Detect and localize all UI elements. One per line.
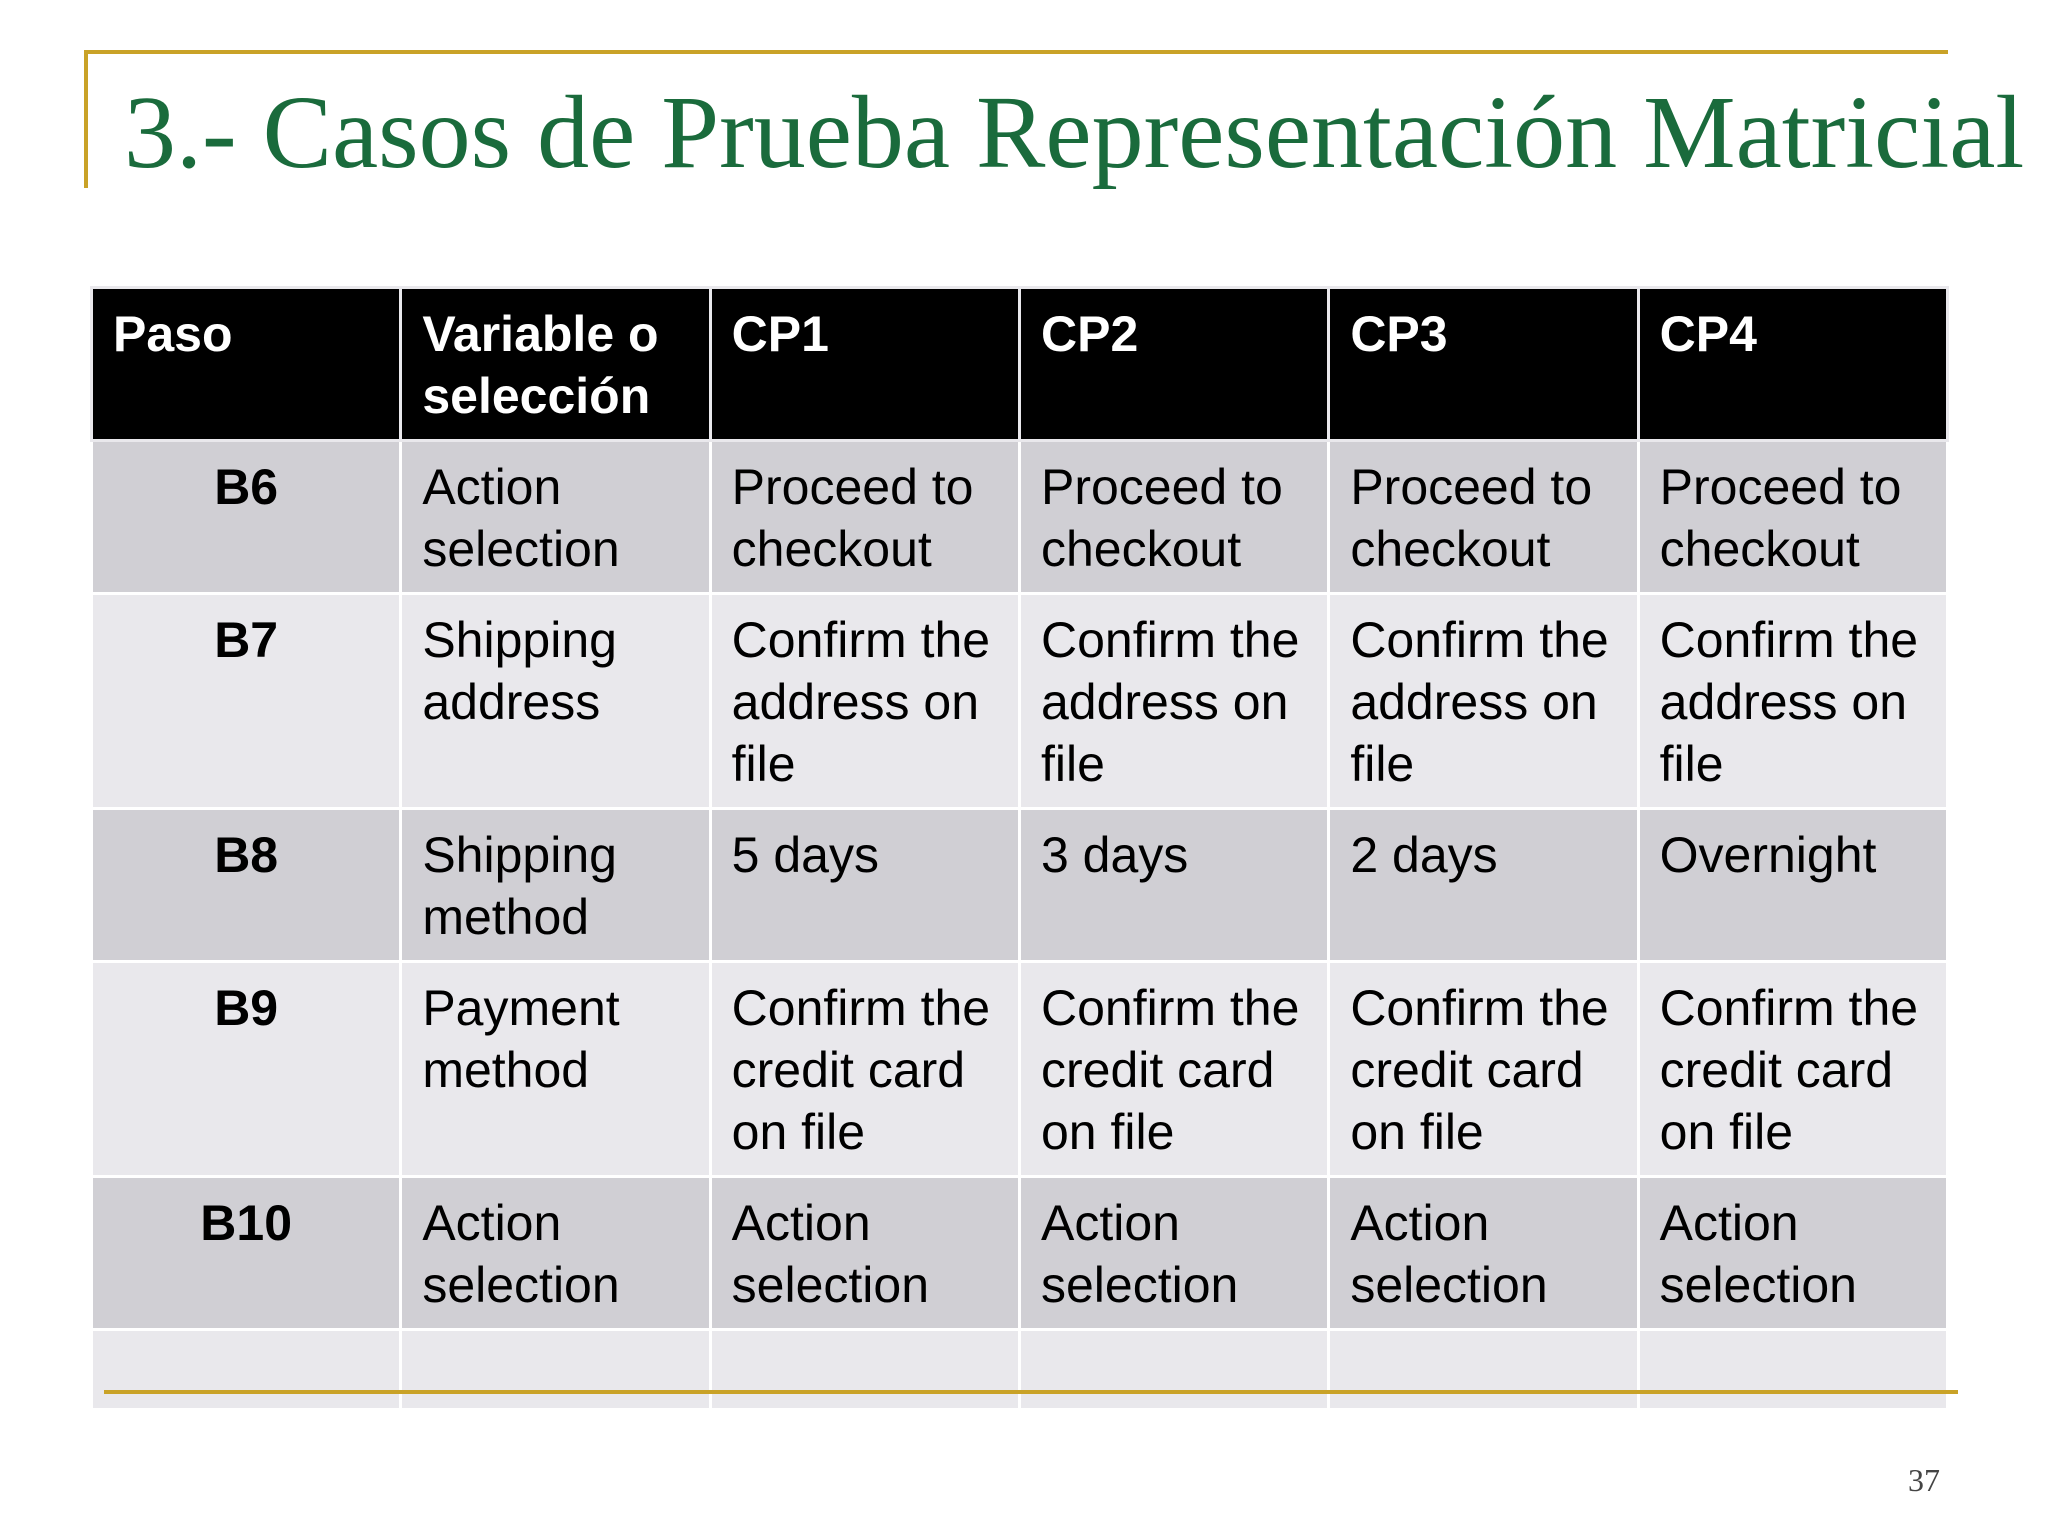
empty-cell [1638, 1330, 1947, 1410]
table-row [92, 962, 1948, 1177]
table-row [92, 1177, 1948, 1330]
variable-cell: Action selection [401, 1177, 710, 1330]
cp2-cell: Proceed to checkout [1019, 441, 1328, 594]
slide-title: 3.- Casos de Prueba Representación Matricial [124, 75, 2025, 190]
header-cp3: CP3 [1329, 288, 1638, 441]
step-cell: B9 [92, 962, 401, 1177]
empty-cell [710, 1330, 1019, 1410]
test-case-matrix [90, 286, 1946, 1411]
header-cp4: CP4 [1638, 288, 1947, 441]
cp2-cell: Confirm the credit card on file [1019, 962, 1328, 1177]
cp3-cell: Action selection [1329, 1177, 1638, 1330]
step-cell: B6 [92, 441, 401, 594]
table-row-empty [92, 1330, 1948, 1410]
table-row [92, 594, 1948, 809]
cp3-cell: 2 days [1329, 809, 1638, 962]
top-accent-line [84, 50, 1948, 54]
empty-cell [401, 1330, 710, 1410]
empty-cell [92, 1330, 401, 1410]
variable-cell: Shipping address [401, 594, 710, 809]
cp2-cell: 3 days [1019, 809, 1328, 962]
step-cell: B10 [92, 1177, 401, 1330]
cp4-cell: Overnight [1638, 809, 1947, 962]
step-cell: B7 [92, 594, 401, 809]
header-cp1: CP1 [710, 288, 1019, 441]
cp1-cell: Proceed to checkout [710, 441, 1019, 594]
cp4-cell: Confirm the address on file [1638, 594, 1947, 809]
cp1-cell: Action selection [710, 1177, 1019, 1330]
cp3-cell: Confirm the credit card on file [1329, 962, 1638, 1177]
empty-cell [1019, 1330, 1328, 1410]
variable-cell: Payment method [401, 962, 710, 1177]
cp2-cell: Action selection [1019, 1177, 1328, 1330]
page-number: 37 [1908, 1462, 1940, 1498]
left-accent-line [84, 50, 88, 188]
cp2-cell: Confirm the address on file [1019, 594, 1328, 809]
cp1-cell: Confirm the address on file [710, 594, 1019, 809]
cp3-cell: Confirm the address on file [1329, 594, 1638, 809]
cp4-cell: Proceed to checkout [1638, 441, 1947, 594]
variable-cell: Action selection [401, 441, 710, 594]
header-variable: Variable o selección [401, 288, 710, 441]
empty-cell [1329, 1330, 1638, 1410]
cp3-cell: Proceed to checkout [1329, 441, 1638, 594]
variable-cell: Shipping method [401, 809, 710, 962]
table-row [92, 809, 1948, 962]
header-cp2: CP2 [1019, 288, 1328, 441]
cp4-cell: Confirm the credit card on file [1638, 962, 1947, 1177]
header-row [92, 288, 1948, 441]
table-row [92, 441, 1948, 594]
cp1-cell: Confirm the credit card on file [710, 962, 1019, 1177]
cp4-cell: Action selection [1638, 1177, 1947, 1330]
cp1-cell: 5 days [710, 809, 1019, 962]
header-paso: Paso [92, 288, 401, 441]
step-cell: B8 [92, 809, 401, 962]
matrix-table [90, 286, 1949, 1411]
bottom-accent-line [104, 1390, 1958, 1394]
